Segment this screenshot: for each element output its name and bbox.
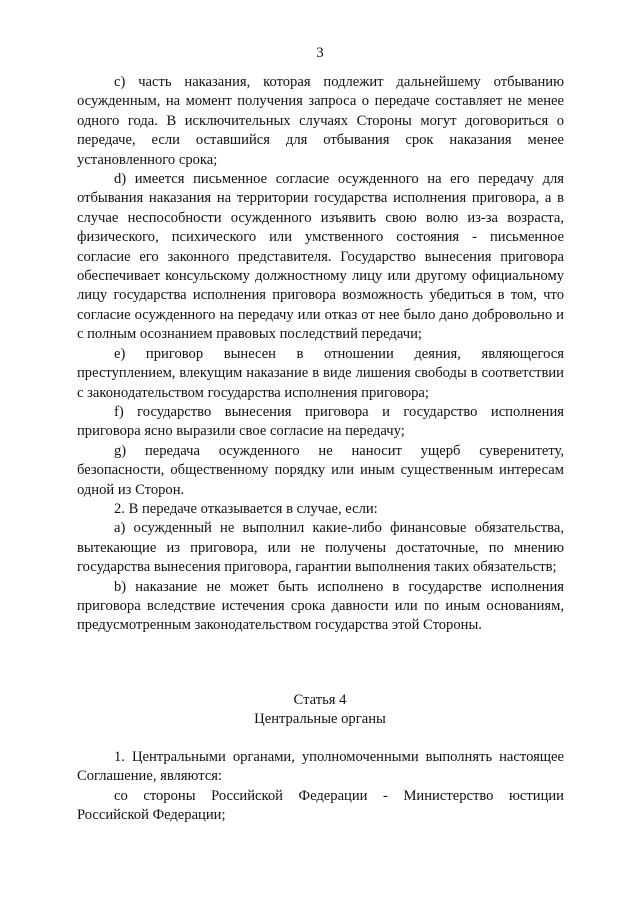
article-number: Статья 4 xyxy=(293,692,347,708)
paragraph-f: f) государство вынесения приговора и государство исполнения приговора ясно выразили свое согласие на передачу; xyxy=(77,403,564,440)
article-paragraph-russia: со стороны Российской Федерации - Министерство юстиции Российской Федерации; xyxy=(77,787,564,824)
paragraph-e: e) приговор вынесен в отношении деяния, являющегося преступлением, влекущим наказание в виде лишения свободы в соответствии с законодательством государства исполнения приговора; xyxy=(77,345,564,401)
article-paragraph-1: 1. Центральными органами, уполномоченными выполнять настоящее Соглашение, являются: xyxy=(77,749,564,785)
article-body xyxy=(77,748,564,826)
paragraph-d: d) имеется письменное согласие осужденного на его передачу для отбывания наказания на территории государства исполнения приговора, а в случае неспособности осужденного изъявить свою волю из-за возраста, физического, психического или умственного состояния - письменное согласие его законного представителя. Государство вынесения приговора обеспечивает консульскому должностному лицу или другому официальному лицу государства исполнения приговора возможность убедиться в том, что согласие осужденного на передачу или отказ от нее было дано добровольно и с полным осознанием правовых последствий передачи; xyxy=(77,171,564,343)
article-title: Центральные органы xyxy=(254,711,386,727)
page-number: 3 xyxy=(316,45,324,61)
paragraph-2: 2. В передаче отказывается в случае, если: xyxy=(114,500,378,517)
paragraph-2a: a) осужденный не выполнил какие-либо финансовые обязательства, вытекающие из приговора, или не получены достаточные, по мнению государства вынесения приговора, гарантии выполнения таких обязательств; xyxy=(77,520,564,576)
paragraph-c: c) часть наказания, которая подлежит дальнейшему отбыванию осужденным, на момент получения запроса о передаче составляет не менее одного года. В исключительных случаях Стороны могут договориться о передаче, если оставшийся для отбывания срок наказания менее установленного срока; xyxy=(77,74,564,168)
paragraph-g: g) передача осужденного не наносит ущерб суверенитету, безопасности, общественному порядку или иным существенным интересам одной из Сторон. xyxy=(77,442,564,498)
document-body xyxy=(77,73,564,636)
paragraph-2b: b) наказание не может быть исполнено в государстве исполнения приговора вследствие истечения срока давности или по иным основаниям, предусмотренным законодательством государства этой Стороны. xyxy=(77,578,564,634)
